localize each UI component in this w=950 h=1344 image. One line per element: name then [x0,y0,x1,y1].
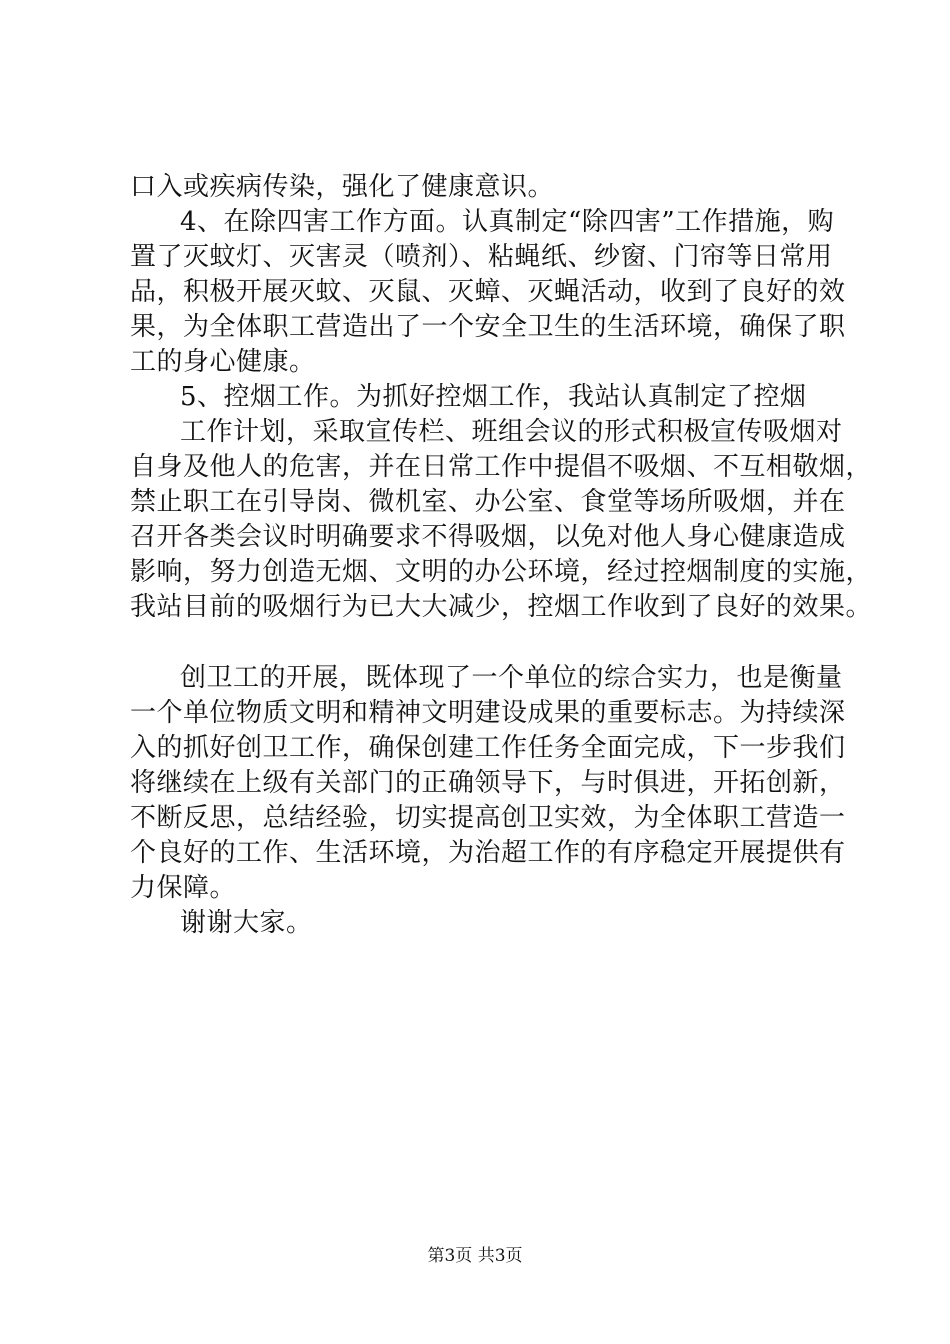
text-line: 果，为全体职工营造出了一个安全卫生的生活环境，确保了职 [130,312,846,342]
paragraph-gap [130,625,850,661]
text-line: 自身及他人的危害，并在日常工作中提倡不吸烟、不互相敬烟， [130,452,873,482]
text-line: 召开各类会议时明确要求不得吸烟，以免对他人身心健康造成 [130,522,846,552]
text-line: 将继续在上级有关部门的正确领导下，与时俱进，开拓创新， [130,768,846,798]
page-footer: 第3页 共3页 [427,1246,523,1266]
text-line: 品，积极开展灭蚊、灭鼠、灭蟑、灭蝇活动，收到了良好的效 [130,277,846,307]
text-line: 5、控烟工作。为抓好控烟工作，我站认真制定了控烟 [180,382,807,412]
text-line: 工的身心健康。 [130,347,316,377]
text-line: 口入或疾病传染，强化了健康意识。 [130,172,555,202]
text-line: 我站目前的吸烟行为已大大减少，控烟工作收到了良好的效果。 [130,592,873,622]
text-line: 力保障。 [130,873,237,903]
text-line: 禁止职工在引导岗、微机室、办公室、食堂等场所吸烟，并在 [130,487,846,517]
text-line: 谢谢大家。 [180,908,313,938]
text-line: 入的抓好创卫工作，确保创建工作任务全面完成，下一步我们 [130,733,846,763]
text-line: 置了灭蚊灯、灭害灵（喷剂）、粘蝇纸、纱窗、门帘等日常用 [130,242,833,272]
text-line: 4、在除四害工作方面。认真制定“除四害”工作措施，购 [180,207,835,237]
text-line: 不断反思，总结经验，切实提高创卫实效，为全体职工营造一 [130,803,846,833]
document-body [130,170,873,941]
text-line: 影响，努力创造无烟、文明的办公环境，经过控烟制度的实施， [130,557,873,587]
text-line: 创卫工的开展，既体现了一个单位的综合实力，也是衡量 [180,663,843,693]
text-line: 个良好的工作、生活环境，为治超工作的有序稳定开展提供有 [130,838,846,868]
text-line: 工作计划，采取宣传栏、班组会议的形式积极宣传吸烟对 [180,417,843,447]
text-line: 一个单位物质文明和精神文明建设成果的重要标志。为持续深 [130,698,846,728]
